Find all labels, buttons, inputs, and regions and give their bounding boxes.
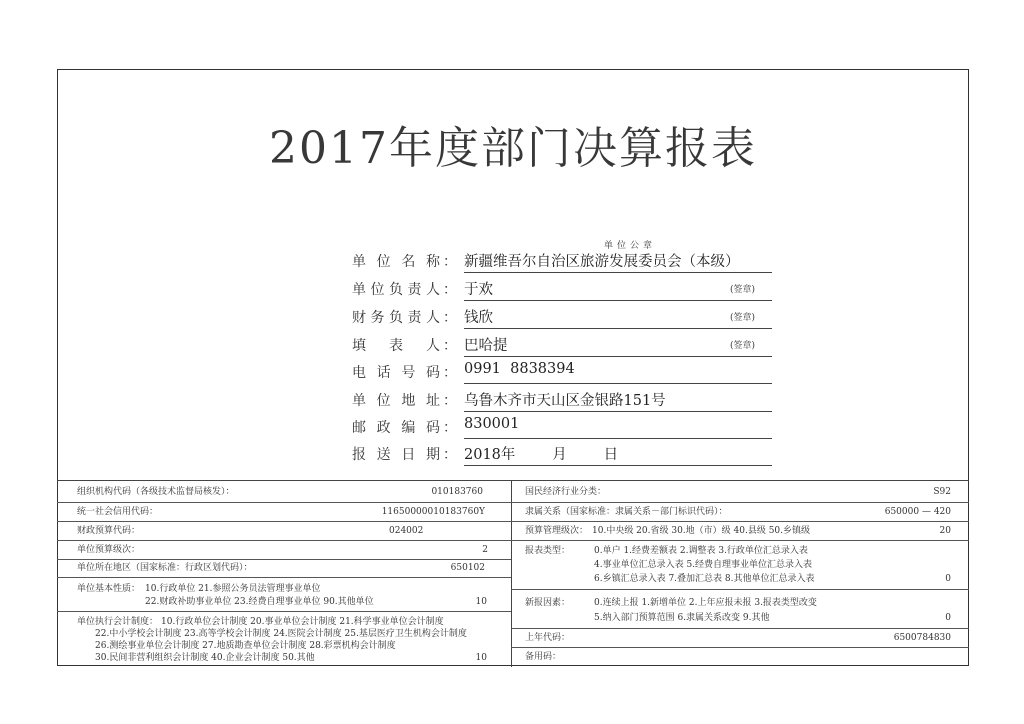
column-divider	[511, 481, 512, 667]
report-type-line3: 6.乡镇汇总录入表 7.叠加汇总表 8.其他单位汇总录入表	[594, 574, 815, 584]
affiliation-label: 隶属关系（国家标准：隶属关系－部门标识代码）：	[525, 507, 728, 517]
phone-field[interactable]: 0991 8838394	[464, 361, 772, 384]
budget-mgmt-label: 预算管理级次：	[525, 526, 589, 536]
industry-label: 国民经济行业分类：	[525, 487, 607, 497]
budget-level-label: 单位预算级次：	[77, 545, 141, 555]
form-label: 财务负责人	[352, 310, 440, 326]
info-table	[57, 480, 969, 667]
nature-value: 10	[475, 597, 487, 607]
preparer-field[interactable]: 巴哈提 (签章)	[464, 334, 772, 357]
accounting-line2: 22.中小学校会计制度 23.高等学校会计制度 24.医院会计制度 25.基层医疗卫生机构会计制度	[95, 629, 467, 639]
region-label: 单位所在地区（国家标准：行政区划代码）：	[77, 563, 253, 573]
budget-mgmt-options: 10.中央级 20.省级 30.地（市）级 40.县级 50.乡镇级	[592, 526, 811, 536]
sign-note: (签章)	[730, 313, 756, 323]
unit-head-field[interactable]: 于欢 (签章)	[464, 278, 772, 301]
report-type-label: 报表类型：	[525, 546, 571, 556]
report-title: 2017年度部门决算报表	[269, 123, 757, 174]
new-report-line1: 0.连续上报 1.新增单位 2.上年应报未报 3.报表类型改变	[594, 598, 817, 608]
nature-options-line1: 10.行政单位 21.参照公务员法管理事业单位	[145, 584, 321, 594]
industry-value: S92	[933, 487, 951, 497]
last-year-value: 6500784830	[893, 633, 951, 643]
org-code-value: 010183760	[431, 487, 483, 497]
credit-code-label: 统一社会信用代码：	[77, 507, 159, 517]
form-label: 单位地址	[352, 393, 440, 409]
affiliation-value: 650000 — 420	[884, 507, 951, 517]
credit-code-value: 11650000010183760Y	[381, 507, 485, 517]
budget-code-label: 财政预算代码：	[77, 526, 141, 536]
new-report-value: 0	[945, 613, 951, 623]
report-type-line1: 0.单户 1.经费差额表 2.调整表 3.行政单位汇总录入表	[594, 546, 808, 556]
nature-options-line2: 22.财政补助事业单位 23.经费自理事业单位 90.其他单位	[145, 597, 374, 607]
seal-note: 单位公章	[604, 241, 657, 251]
form-label: 单位名称	[352, 254, 440, 270]
sign-note: (签章)	[730, 341, 756, 351]
accounting-line3: 26.测绘事业单位会计制度 27.地质勘查单位会计制度 28.彩票机构会计制度	[95, 641, 396, 651]
budget-level-value: 2	[482, 545, 488, 555]
finance-head-field[interactable]: 钱欣 (签章)	[464, 306, 772, 329]
last-year-label: 上年代码：	[525, 633, 571, 643]
unit-name-field[interactable]: 新疆维吾尔自治区旅游发展委员会（本级）	[464, 250, 772, 273]
form-label: 报送日期	[352, 447, 440, 463]
report-type-line2: 4.事业单位汇总录入表 5.经费自理事业单位汇总录入表	[594, 560, 813, 570]
nature-label: 单位基本性质：	[77, 584, 141, 594]
region-value: 650102	[450, 563, 485, 573]
form-label: 邮政编码	[352, 420, 440, 436]
report-type-value: 0	[945, 574, 951, 584]
accounting-line4: 30.民间非营利组织会计制度 40.企业会计制度 50.其他	[95, 653, 315, 663]
accounting-label: 单位执行会计制度：	[77, 617, 159, 627]
date-field[interactable]: 2018年 月 日	[464, 443, 772, 466]
form-label: 填表人	[352, 338, 440, 354]
sign-note: (签章)	[730, 285, 756, 295]
address-field[interactable]: 乌鲁木齐市天山区金银路151号	[464, 389, 772, 412]
budget-mgmt-value: 20	[939, 526, 951, 536]
accounting-line1: 10.行政单位会计制度 20.事业单位会计制度 21.科学事业单位会计制度	[161, 617, 444, 627]
new-report-line2: 5.纳入部门预算范围 6.隶属关系改变 9.其他	[594, 613, 770, 623]
postcode-field[interactable]: 830001	[464, 416, 772, 439]
budget-code-value: 024002	[389, 526, 424, 536]
backup-label: 备用码：	[525, 652, 562, 662]
form-label: 电话号码	[352, 365, 440, 381]
accounting-value: 10	[475, 653, 487, 663]
form-label: 单位负责人	[352, 282, 440, 298]
org-code-label: 组织机构代码（各级技术监督局核发）：	[77, 487, 235, 497]
new-report-label: 新报因素：	[525, 598, 571, 608]
